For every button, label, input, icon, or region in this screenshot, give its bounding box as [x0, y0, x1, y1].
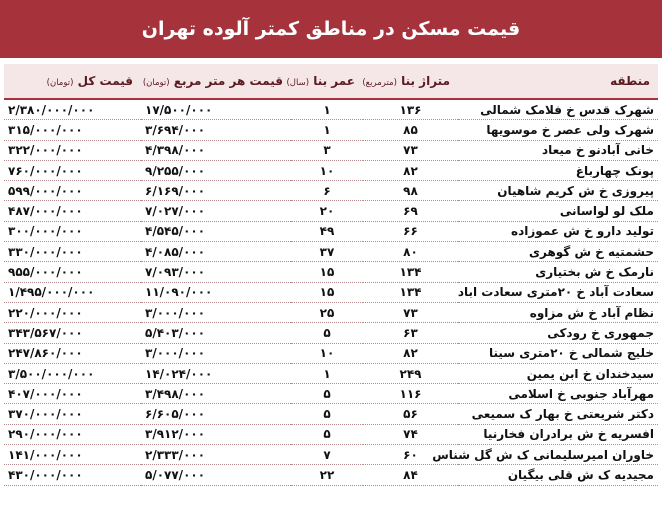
cell-area: تولید دارو خ ش عموزاده: [458, 221, 658, 241]
cell-total-price: ۲۲۰/۰۰۰/۰۰۰: [4, 302, 141, 322]
cell-age: ۱۵: [291, 282, 363, 302]
table-header-row: [4, 64, 658, 99]
cell-age: ۵: [291, 404, 363, 424]
header-total-price: قیمت کل (تومان): [4, 64, 141, 99]
cell-size: ۸۵: [363, 120, 458, 140]
cell-unit-price: ۴/۰۸۵/۰۰۰: [141, 242, 291, 262]
table-row: [4, 201, 658, 221]
cell-age: ۷: [291, 445, 363, 465]
cell-size: ۲۴۹: [363, 363, 458, 383]
cell-size: ۱۳۴: [363, 262, 458, 282]
cell-area: حشمتیه خ ش گوهری: [458, 242, 658, 262]
cell-unit-price: ۳/۴۹۸/۰۰۰: [141, 384, 291, 404]
cell-size: ۶۶: [363, 221, 458, 241]
cell-area: شهرک قدس خ فلامک شمالی: [458, 99, 658, 120]
cell-size: ۷۳: [363, 302, 458, 322]
cell-total-price: ۲۹۰/۰۰۰/۰۰۰: [4, 424, 141, 444]
header-size: متراژ بنا (مترمربع): [363, 64, 458, 99]
cell-unit-price: ۱۷/۵۰۰/۰۰۰: [141, 99, 291, 120]
cell-age: ۵: [291, 424, 363, 444]
cell-size: ۶۹: [363, 201, 458, 221]
cell-total-price: ۳۰۰/۰۰۰/۰۰۰: [4, 221, 141, 241]
cell-total-price: ۴۳۰/۰۰۰/۰۰۰: [4, 465, 141, 485]
cell-area: سیدخندان خ ابن یمین: [458, 363, 658, 383]
cell-unit-price: ۶/۱۶۹/۰۰۰: [141, 181, 291, 201]
cell-size: ۷۴: [363, 424, 458, 444]
cell-total-price: ۳۱۵/۰۰۰/۰۰۰: [4, 120, 141, 140]
cell-area: پونک چهارباغ: [458, 160, 658, 180]
cell-age: ۲۵: [291, 302, 363, 322]
cell-total-price: ۳۲۲/۰۰۰/۰۰۰: [4, 140, 141, 160]
cell-total-price: ۳۳۰/۰۰۰/۰۰۰: [4, 242, 141, 262]
cell-unit-price: ۱۱/۰۹۰/۰۰۰: [141, 282, 291, 302]
cell-area: جمهوری خ رودکی: [458, 323, 658, 343]
cell-age: ۱: [291, 120, 363, 140]
cell-size: ۵۶: [363, 404, 458, 424]
cell-area: نارمک خ ش بختیاری: [458, 262, 658, 282]
table-row: [4, 99, 658, 120]
cell-area: خلیج شمالی خ ۲۰متری سینا: [458, 343, 658, 363]
table-row: [4, 262, 658, 282]
cell-area: مجیدیه ک ش قلی بیگیان: [458, 465, 658, 485]
table-row: [4, 465, 658, 485]
page-title: قیمت مسکن در مناطق کمتر آلوده تهران: [0, 0, 662, 58]
table-row: [4, 363, 658, 383]
cell-unit-price: ۶/۶۰۵/۰۰۰: [141, 404, 291, 424]
cell-total-price: ۴۰۷/۰۰۰/۰۰۰: [4, 384, 141, 404]
cell-unit-price: ۵/۴۰۳/۰۰۰: [141, 323, 291, 343]
cell-unit-price: ۴/۳۹۸/۰۰۰: [141, 140, 291, 160]
cell-size: ۸۲: [363, 160, 458, 180]
cell-size: ۸۴: [363, 465, 458, 485]
table-row: [4, 404, 658, 424]
cell-unit-price: ۳/۶۹۴/۰۰۰: [141, 120, 291, 140]
cell-size: ۱۳۴: [363, 282, 458, 302]
header-age: عمر بنا (سال): [291, 64, 363, 99]
cell-area: خانی آبادنو خ میعاد: [458, 140, 658, 160]
cell-age: ۱: [291, 363, 363, 383]
cell-unit-price: ۳/۰۰۰/۰۰۰: [141, 343, 291, 363]
cell-total-price: ۳۷۰/۰۰۰/۰۰۰: [4, 404, 141, 424]
cell-age: ۶: [291, 181, 363, 201]
table-row: [4, 221, 658, 241]
cell-size: ۱۱۶: [363, 384, 458, 404]
cell-unit-price: ۳/۰۰۰/۰۰۰: [141, 302, 291, 322]
cell-size: ۸۲: [363, 343, 458, 363]
table-row: [4, 242, 658, 262]
cell-unit-price: ۱۴/۰۲۴/۰۰۰: [141, 363, 291, 383]
cell-unit-price: ۲/۳۳۳/۰۰۰: [141, 445, 291, 465]
table-body: [4, 99, 658, 485]
cell-total-price: ۲۴۷/۸۶۰/۰۰۰: [4, 343, 141, 363]
cell-total-price: ۳/۵۰۰/۰۰۰/۰۰۰: [4, 363, 141, 383]
table-row: [4, 140, 658, 160]
cell-age: ۳: [291, 140, 363, 160]
cell-total-price: ۱/۴۹۵/۰۰۰/۰۰۰: [4, 282, 141, 302]
cell-age: ۱۰: [291, 343, 363, 363]
cell-size: ۶۰: [363, 445, 458, 465]
cell-age: ۵: [291, 384, 363, 404]
cell-age: ۱: [291, 99, 363, 120]
table-row: [4, 282, 658, 302]
cell-age: ۱۰: [291, 160, 363, 180]
cell-age: ۴۹: [291, 221, 363, 241]
table-row: [4, 424, 658, 444]
table-row: [4, 160, 658, 180]
cell-total-price: ۱۴۱/۰۰۰/۰۰۰: [4, 445, 141, 465]
header-unit-price: قیمت هر متر مربع (تومان): [141, 64, 291, 99]
cell-age: ۳۷: [291, 242, 363, 262]
cell-age: ۲۰: [291, 201, 363, 221]
cell-area: دکتر شریعتی خ بهار ک سمیعی: [458, 404, 658, 424]
cell-size: ۷۳: [363, 140, 458, 160]
cell-area: خاوران امیرسلیمانی ک ش گل شناس: [458, 445, 658, 465]
table-row: [4, 120, 658, 140]
cell-total-price: ۲/۳۸۰/۰۰۰/۰۰۰: [4, 99, 141, 120]
cell-age: ۱۵: [291, 262, 363, 282]
cell-unit-price: ۹/۲۵۵/۰۰۰: [141, 160, 291, 180]
housing-price-table: [4, 64, 658, 486]
table-row: [4, 343, 658, 363]
cell-area: ملک لو لواسانی: [458, 201, 658, 221]
cell-unit-price: ۷/۰۲۷/۰۰۰: [141, 201, 291, 221]
cell-total-price: ۵۹۹/۰۰۰/۰۰۰: [4, 181, 141, 201]
cell-unit-price: ۷/۰۹۳/۰۰۰: [141, 262, 291, 282]
table-row: [4, 302, 658, 322]
cell-age: ۲۲: [291, 465, 363, 485]
cell-size: ۸۰: [363, 242, 458, 262]
table-row: [4, 323, 658, 343]
cell-total-price: ۳۴۳/۵۶۷/۰۰۰: [4, 323, 141, 343]
cell-area: نظام آباد خ ش مزاوه: [458, 302, 658, 322]
cell-unit-price: ۴/۵۴۵/۰۰۰: [141, 221, 291, 241]
cell-size: ۶۳: [363, 323, 458, 343]
cell-total-price: ۷۶۰/۰۰۰/۰۰۰: [4, 160, 141, 180]
cell-size: ۹۸: [363, 181, 458, 201]
cell-total-price: ۹۵۵/۰۰۰/۰۰۰: [4, 262, 141, 282]
cell-area: افسریه خ ش برادران فخارنیا: [458, 424, 658, 444]
cell-area: پیروزی خ ش کریم شاهیان: [458, 181, 658, 201]
cell-total-price: ۴۸۷/۰۰۰/۰۰۰: [4, 201, 141, 221]
table-row: [4, 181, 658, 201]
cell-age: ۵: [291, 323, 363, 343]
cell-area: شهرک ولی عصر خ موسویها: [458, 120, 658, 140]
cell-size: ۱۳۶: [363, 99, 458, 120]
cell-area: سعادت آباد خ ۲۰متری سعادت اباد: [458, 282, 658, 302]
cell-area: مهرآباد جنوبی خ اسلامی: [458, 384, 658, 404]
table-row: [4, 445, 658, 465]
header-area: منطقه: [458, 64, 658, 99]
table-row: [4, 384, 658, 404]
cell-unit-price: ۳/۹۱۲/۰۰۰: [141, 424, 291, 444]
cell-unit-price: ۵/۰۷۷/۰۰۰: [141, 465, 291, 485]
